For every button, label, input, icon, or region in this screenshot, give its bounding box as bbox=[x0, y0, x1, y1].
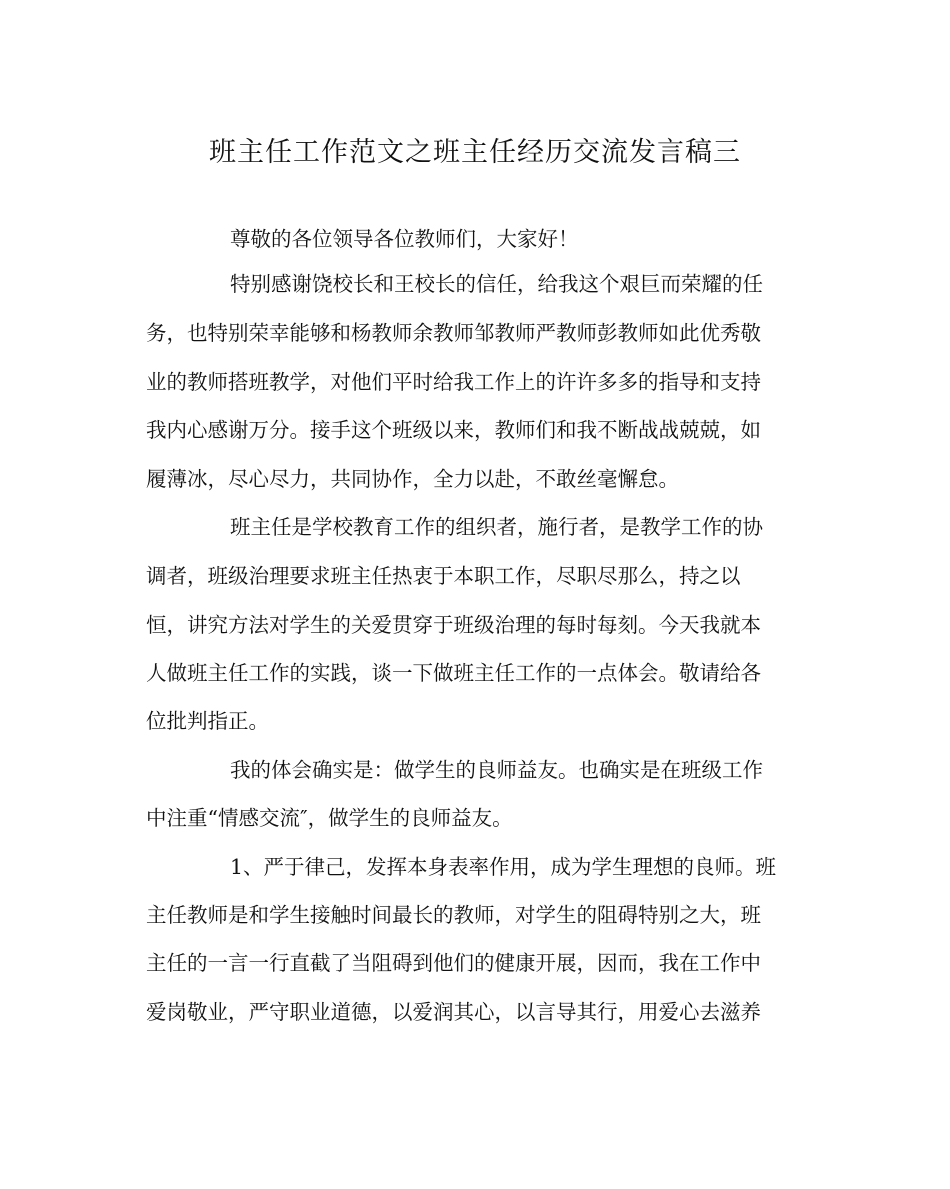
paragraph-line: 主任教师是和学生接触时间最长的教师，对学生的阻碍特别之大，班 bbox=[146, 903, 761, 927]
paragraph-line: 班主任是学校教育工作的组织者，施行者，是教学工作的协 bbox=[230, 515, 763, 539]
paragraph-line: 尊敬的各位领导各位教师们，大家好！ bbox=[230, 227, 579, 251]
paragraph-line: 位批判指正。 bbox=[146, 709, 269, 733]
document-title: 班主任工作范文之班主任经历交流发言稿三 bbox=[209, 137, 741, 168]
paragraph-line: 1、严于律己，发挥本身表率作用，成为学生理想的良师。班 bbox=[230, 855, 777, 879]
paragraph-line: 调者，班级治理要求班主任热衷于本职工作，尽职尽那么，持之以 bbox=[146, 564, 741, 588]
paragraph-line: 恒，讲究方法对学生的关爱贯穿于班级治理的每时每刻。今天我就本 bbox=[146, 613, 761, 637]
paragraph-line: 爱岗敬业，严守职业道德，以爱润其心，以言导其行，用爱心去滋养 bbox=[146, 1000, 761, 1024]
paragraph-line: 特别感谢饶校长和王校长的信任，给我这个艰巨而荣耀的任 bbox=[230, 272, 763, 296]
paragraph-line: 我的体会确实是：做学生的良师益友。也确实是在班级工作 bbox=[230, 758, 763, 782]
paragraph-line: 我内心感谢万分。接手这个班级以来，教师们和我不断战战兢兢，如 bbox=[146, 418, 761, 442]
paragraph-line: 人做班主任工作的实践，谈一下做班主任工作的一点体会。敬请给各 bbox=[146, 661, 761, 685]
paragraph-line: 履薄冰，尽心尽力，共同协作，全力以赴，不敢丝毫懈怠。 bbox=[146, 467, 679, 491]
paragraph-line: 务，也特别荣幸能够和杨教师余教师邹教师严教师彭教师如此优秀敬 bbox=[146, 321, 761, 345]
paragraph-line: 业的教师搭班教学，对他们平时给我工作上的许许多多的指导和支持 bbox=[146, 370, 761, 394]
paragraph-line: 中注重“情感交流″，做学生的良师益友。 bbox=[146, 806, 513, 830]
paragraph-line: 主任的一言一行直截了当阻碍到他们的健康开展，因而，我在工作中 bbox=[146, 951, 761, 975]
